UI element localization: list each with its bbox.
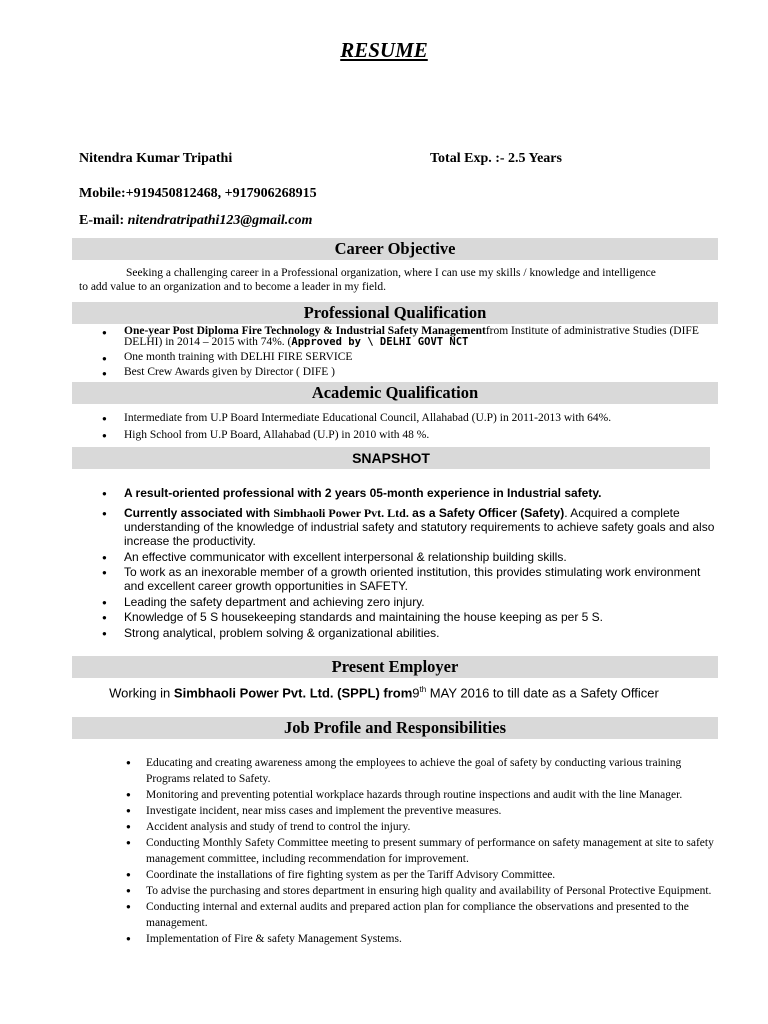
course-details: from Institute of administrative Studies (DIFE DELHI) in 2014 – 2015 with 74%. (	[124, 325, 699, 348]
email-label: E-mail:	[79, 213, 128, 228]
job-profile-heading: Job Profile and Responsibilities	[72, 717, 718, 739]
start-day-suffix: th	[419, 685, 427, 694]
list-item: ● One month training with DELHI FIRE SERVICE	[124, 352, 714, 363]
job-profile-list	[146, 755, 718, 947]
career-objective-text	[79, 266, 719, 294]
academic-qualification-heading: Academic Qualification	[72, 382, 718, 404]
list-item: ● Knowledge of 5 S housekeeping standards and maintaining the house keeping as per 5 S.	[124, 610, 718, 624]
list-item: ● Accident analysis and study of trend to control the injury.	[146, 819, 718, 835]
career-objective-line-2: to add value to an organization and to become a leader in my field.	[79, 281, 386, 293]
snapshot-detail: . Acquired a complete understanding of the knowledge of industrial safety and statutory requirements to achieve safety goals and also increase the productivity.	[124, 506, 715, 548]
total-experience: Total Exp. :- 2.5 Years	[430, 151, 562, 166]
professional-qualification-heading: Professional Qualification	[72, 302, 718, 324]
list-item: ● To work as an inexorable member of a growth oriented institution, this provides stimulating work environment and excellent career growth opportunities in SAFETY.	[124, 565, 718, 593]
list-item: ● Investigate incident, near miss cases and implement the preventive measures.	[146, 803, 718, 819]
employer-prefix: Working in	[109, 685, 174, 701]
snapshot-heading: SNAPSHOT	[72, 447, 710, 469]
designation: as a Safety Officer (Safety)	[408, 506, 565, 520]
course-name: One-year Post Diploma Fire Technology & Industrial Safety Management	[124, 325, 486, 337]
list-item: ● Coordinate the installations of fire fighting system as per the Tariff Advisory Committee.	[146, 867, 718, 883]
professional-qualification-list	[124, 326, 714, 382]
list-item	[124, 486, 718, 500]
approval-note: Approved by \ DELHI GOVT NCT	[291, 336, 469, 348]
list-item: ● Conducting internal and external audits and prepared action plan for compliance the observations and presented to the management.	[146, 899, 718, 931]
list-item: ● Intermediate from U.P Board Intermediate Educational Council, Allahabad (U.P) in 2011-2013 with 64%.	[124, 411, 714, 425]
list-item: ● To advise the purchasing and stores department in ensuring high quality and availability of Personal Protective Equipment.	[146, 883, 718, 899]
career-objective-line-1: Seeking a challenging career in a Professional organization, where I can use my skills / knowledge and intelligence	[126, 267, 656, 279]
list-item	[124, 506, 718, 548]
list-item: ● Strong analytical, problem solving & organizational abilities.	[124, 626, 718, 640]
present-employer-text	[0, 685, 768, 700]
employer-company: Simbhaoli Power Pvt. Ltd.	[173, 685, 334, 701]
associated-label: Currently associated with	[124, 506, 274, 520]
candidate-name: Nitendra Kumar Tripathi	[79, 151, 233, 166]
list-item: ● Monitoring and preventing potential workplace hazards through routine inspections and audit with the line Manager.	[146, 787, 718, 803]
academic-qualification-list	[124, 411, 714, 446]
email-address: nitendratripathi123@gmail.com	[127, 213, 313, 228]
email-line	[79, 213, 312, 229]
career-objective-heading: Career Objective	[72, 238, 718, 260]
company-name: Simbhaoli Power Pvt. Ltd.	[273, 506, 409, 520]
list-item: ● Best Crew Awards given by Director ( DIFE )	[124, 367, 714, 378]
list-item	[124, 326, 714, 348]
list-item: ● Leading the safety department and achieving zero injury.	[124, 595, 718, 609]
list-item: ● An effective communicator with excellent interpersonal & relationship building skills.	[124, 550, 718, 564]
mobile-numbers: Mobile:+919450812468, +917906268915	[79, 186, 317, 201]
employer-abbr: (SPPL) from	[333, 685, 413, 701]
start-day: 9	[412, 685, 420, 701]
list-item: ● Implementation of Fire & safety Management Systems.	[146, 931, 718, 947]
snapshot-list	[124, 486, 718, 642]
list-item: ● Conducting Monthly Safety Committee meeting to present summary of performance on safety management at site to safety management committee, including recommendation for improvement.	[146, 835, 718, 867]
snapshot-experience: A result-oriented professional with 2 years 05-month experience in Industrial safety.	[124, 486, 602, 500]
list-item: ● Educating and creating awareness among the employees to achieve the goal of safety by conducting various training Programs related to Safety.	[146, 755, 718, 787]
resume-title: RESUME	[340, 38, 428, 62]
employer-tenure: MAY 2016 to till date as a Safety Officer	[426, 685, 659, 701]
list-item: ● High School from U.P Board, Allahabad (U.P) in 2010 with 48 %.	[124, 428, 714, 442]
present-employer-heading: Present Employer	[72, 656, 718, 678]
